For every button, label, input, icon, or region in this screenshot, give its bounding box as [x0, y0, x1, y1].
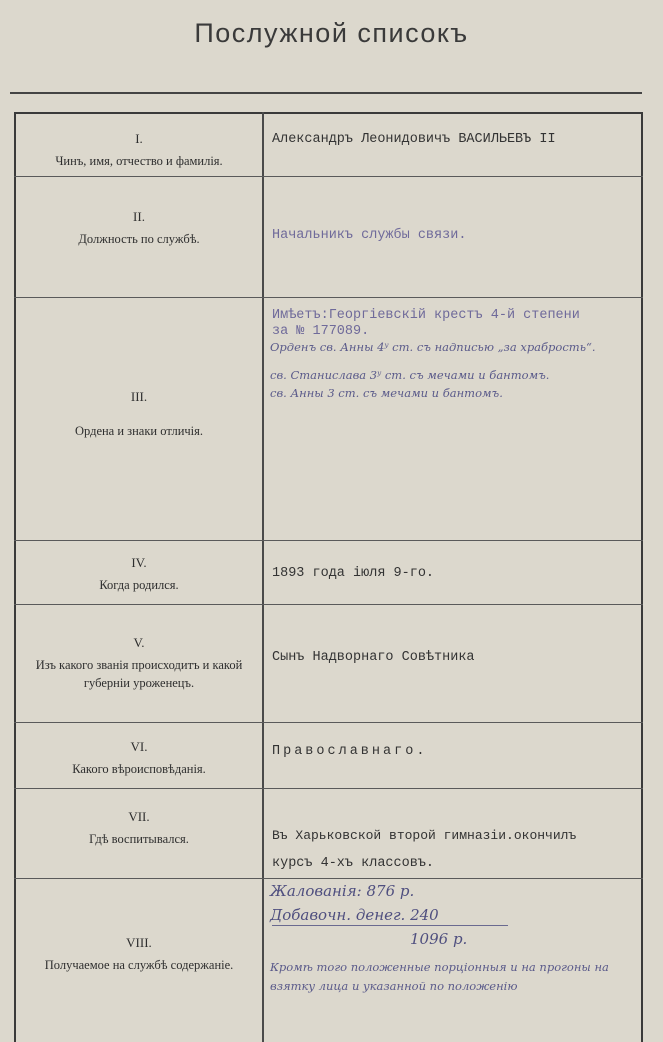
row-divider — [14, 788, 643, 789]
row-label: Получаемое на службѣ содержаніе. — [44, 958, 234, 972]
row-label: Изъ какого званія происходитъ и какой губерніи уроженецъ. — [35, 658, 243, 690]
row-number: IV. — [131, 555, 147, 570]
handwritten-entry: св. Анны 3 ст. съ мечами и бантомъ. — [270, 386, 503, 400]
typed-entry: Начальникъ службы связи. — [272, 228, 467, 243]
handwritten-entry: Добавочн. денег. 240 — [270, 906, 439, 924]
row-label-cell — [16, 738, 262, 778]
handwritten-entry: Жалованія: 876 р. — [270, 882, 415, 900]
row-label: Ордена и знаки отличія. — [74, 424, 204, 438]
typed-entry: Имѣетъ:Георгіевскій крестъ 4-й степени — [272, 308, 580, 323]
row-divider — [14, 878, 643, 879]
sum-underline — [272, 925, 508, 926]
typed-entry: Александръ Леонидовичъ ВАСИЛЬЕВЪ II — [272, 132, 556, 147]
typed-entry: за № 177089. — [272, 324, 370, 339]
row-divider — [14, 176, 643, 177]
typed-entry: 1893 года іюля 9-го. — [272, 566, 435, 581]
row-label: Какого вѣроисповѣданія. — [72, 762, 206, 776]
row-divider — [14, 604, 643, 605]
row-label-cell — [16, 634, 262, 692]
row-label-cell — [16, 130, 262, 170]
typed-entry: курсъ 4-хъ классовъ. — [272, 856, 435, 871]
typed-entry: Сынъ Надворнаго Совѣтника — [272, 650, 475, 665]
row-label-cell — [16, 808, 262, 848]
row-label: Когда родился. — [99, 578, 179, 592]
row-number: III. — [130, 389, 148, 404]
row-label-cell — [16, 934, 262, 974]
row-label: Гдѣ воспитывался. — [89, 832, 189, 846]
row-divider — [14, 722, 643, 723]
row-label-cell — [16, 208, 262, 248]
row-number: VII. — [128, 809, 150, 824]
row-number: V. — [133, 635, 145, 650]
column-divider — [262, 112, 264, 1042]
row-divider — [14, 540, 643, 541]
handwritten-entry: Орденъ св. Анны 4ʸ ст. съ надписью „за храбрость“. — [270, 340, 596, 354]
row-label-cell — [16, 388, 262, 440]
row-divider — [14, 297, 643, 298]
typed-entry: Православнаго. — [272, 744, 428, 759]
row-label: Чинъ, имя, отчество и фамилія. — [55, 154, 223, 168]
row-label: Должность по службѣ. — [78, 232, 200, 246]
row-number: VIII. — [126, 935, 152, 950]
typed-entry: Въ Харьковской второй гимназіи.окончилъ — [272, 828, 577, 843]
row-number: II. — [133, 209, 145, 224]
row-label-cell — [16, 554, 262, 594]
title-rule — [10, 92, 642, 94]
handwritten-entry: 1096 р. — [410, 930, 468, 948]
document-title: Послужной списокъ — [194, 18, 469, 48]
row-number: I. — [135, 131, 143, 146]
handwritten-entry: св. Станислава 3ʸ ст. съ мечами и бантомъ. — [270, 368, 550, 382]
handwritten-entry: Кромѣ того положенные порціонныя и на прогоны на взятку лица и указанной по положенію — [270, 960, 609, 993]
row-number: VI. — [130, 739, 148, 754]
